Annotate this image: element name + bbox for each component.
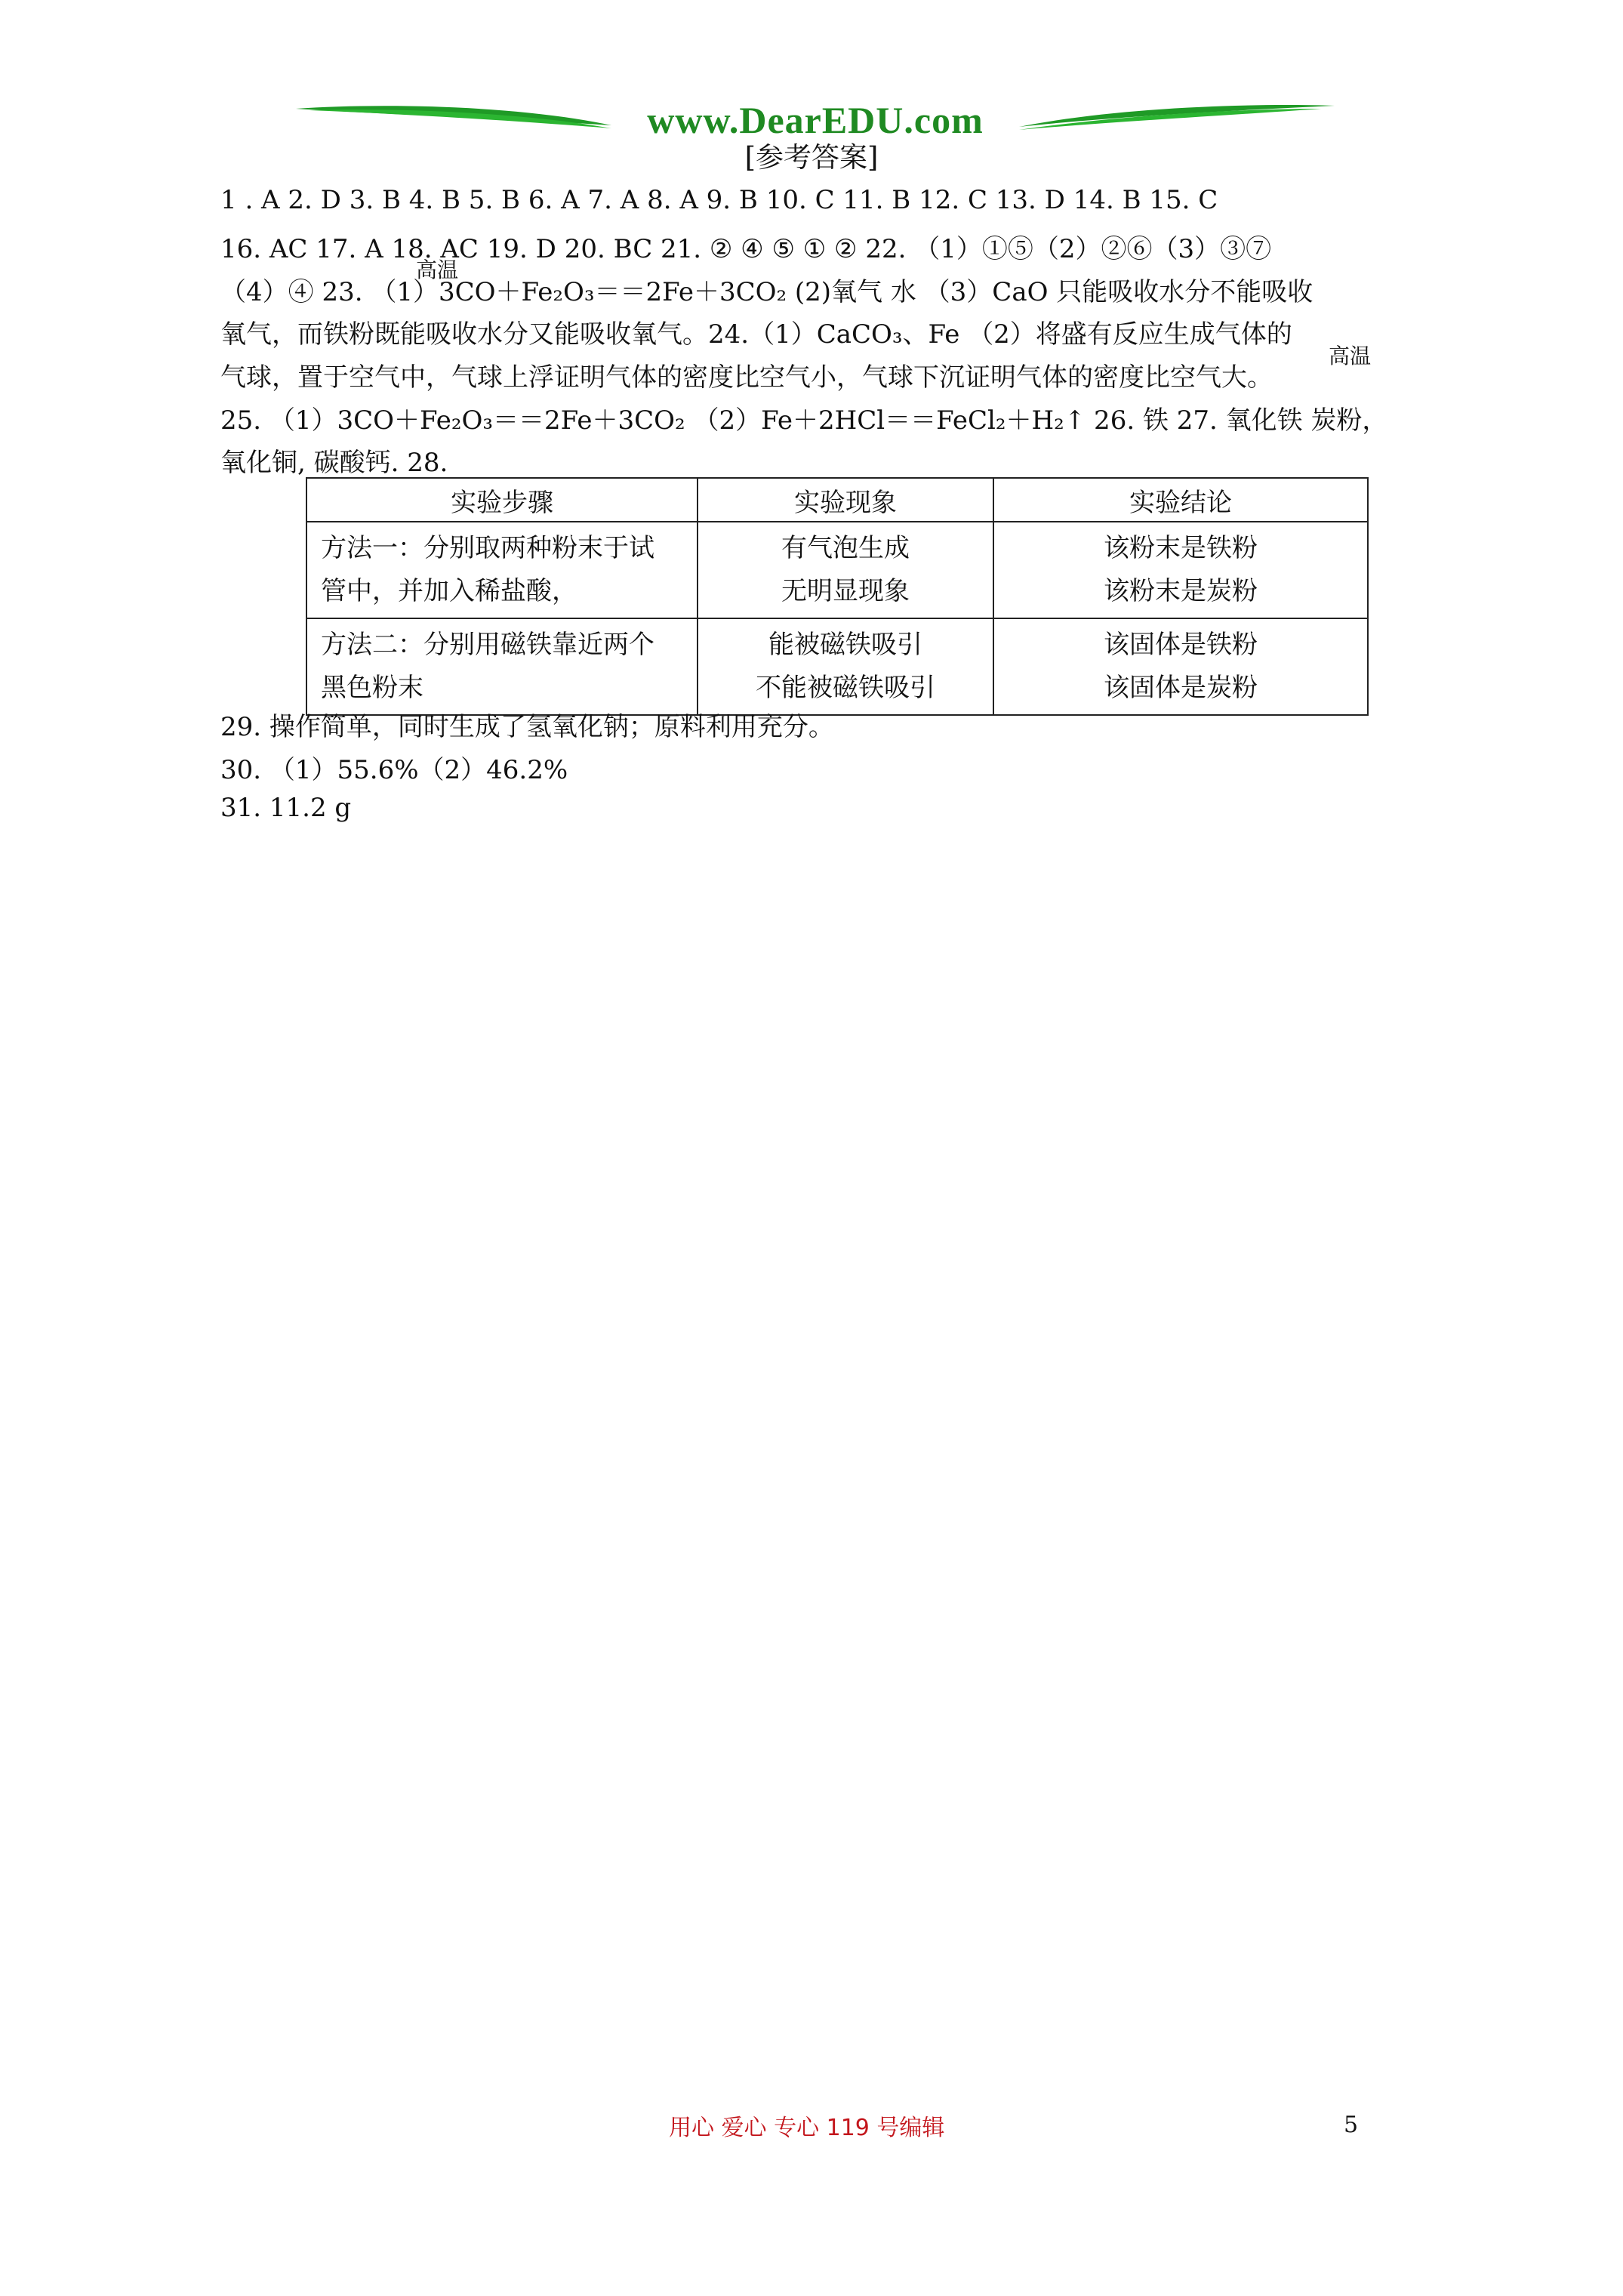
table-cell-conclusion bbox=[993, 618, 1368, 715]
table-row bbox=[306, 618, 1368, 715]
table-header-cell: 实验现象 bbox=[698, 478, 993, 522]
table-cell-step bbox=[306, 618, 698, 715]
cell-text: 方法二：分别用磁铁靠近两个 bbox=[321, 630, 654, 660]
experiment-table bbox=[306, 477, 1369, 716]
cell-text: 能被磁铁吸引 bbox=[768, 630, 922, 660]
table-cell-conclusion bbox=[993, 522, 1368, 618]
answer-line-29: 29. 操作简单，同时生成了氢氧化钠；原料利用充分。 bbox=[220, 712, 834, 742]
table-row bbox=[306, 522, 1368, 618]
cell-text: 不能被磁铁吸引 bbox=[756, 673, 935, 703]
cell-text: 该固体是铁粉 bbox=[1104, 630, 1258, 660]
answer-line-30: 30. （1）55.6%（2）46.2% bbox=[220, 755, 568, 785]
answer-line-7: 氧化铜, 碳酸钙. 28. bbox=[220, 448, 448, 478]
cell-text: 管中，并加入稀盐酸， bbox=[321, 576, 577, 606]
cell-text: 该固体是炭粉 bbox=[1104, 673, 1258, 703]
answer-line-5: 气球，置于空气中，气球上浮证明气体的密度比空气小，气球下沉证明气体的密度比空气大。 bbox=[220, 362, 1273, 393]
cell-text: 方法一：分别取两种粉末于试 bbox=[321, 533, 654, 563]
table-cell-step bbox=[306, 522, 698, 618]
cell-text: 黑色粉末 bbox=[321, 673, 423, 703]
condition-label-high-temp-1: 高温 bbox=[416, 257, 459, 282]
answers-title: [参考答案] bbox=[744, 141, 879, 174]
condition-label-high-temp-2: 高温 bbox=[1329, 344, 1372, 368]
answer-line-2: 16. AC 17. A 18. AC 19. D 20. BC 21. ② ④ ⑤ ① ② 22. （1）①⑤（2）②⑥（3）③⑦ bbox=[220, 234, 1272, 264]
cell-text: 该粉末是炭粉 bbox=[1104, 576, 1258, 606]
answer-line-6: 25. （1）3CO＋Fe₂O₃＝＝2Fe＋3CO₂ （2）Fe＋2HCl＝＝FeCl₂＋H₂↑ 26. 铁 27. 氧化铁 炭粉， bbox=[220, 405, 1388, 436]
table-header-row bbox=[306, 478, 1368, 522]
footer-text: 用心 爱心 专心 119 号编辑 bbox=[669, 2115, 945, 2141]
cell-text: 无明显现象 bbox=[781, 576, 910, 606]
table-cell-phenomenon bbox=[698, 522, 993, 618]
cell-text: 有气泡生成 bbox=[781, 533, 910, 563]
cell-text: 该粉末是铁粉 bbox=[1104, 533, 1258, 563]
logo-text: www.DearEDU.com bbox=[647, 99, 984, 141]
page-number: 5 bbox=[1344, 2112, 1359, 2138]
table-header-cell: 实验步骤 bbox=[306, 478, 698, 522]
answer-line-4: 氧气，而铁粉既能吸收水分又能吸收氧气。24.（1）CaCO₃、Fe （2）将盛有反应生成气体的 bbox=[220, 319, 1292, 350]
answer-line-3: （4）④ 23. （1）3CO＋Fe₂O₃＝＝2Fe＋3CO₂ (2)氧气 水 （3）CaO 只能吸收水分不能吸收 bbox=[220, 277, 1313, 307]
answer-line-31: 31. 11.2 g bbox=[220, 793, 352, 823]
table-header-cell: 实验结论 bbox=[993, 478, 1368, 522]
table-cell-phenomenon bbox=[698, 618, 993, 715]
answer-line-1: 1 . A 2. D 3. B 4. B 5. B 6. A 7. A 8. A 9. B 10. C 11. B 12. C 13. D 14. B 15. C bbox=[220, 185, 1218, 215]
